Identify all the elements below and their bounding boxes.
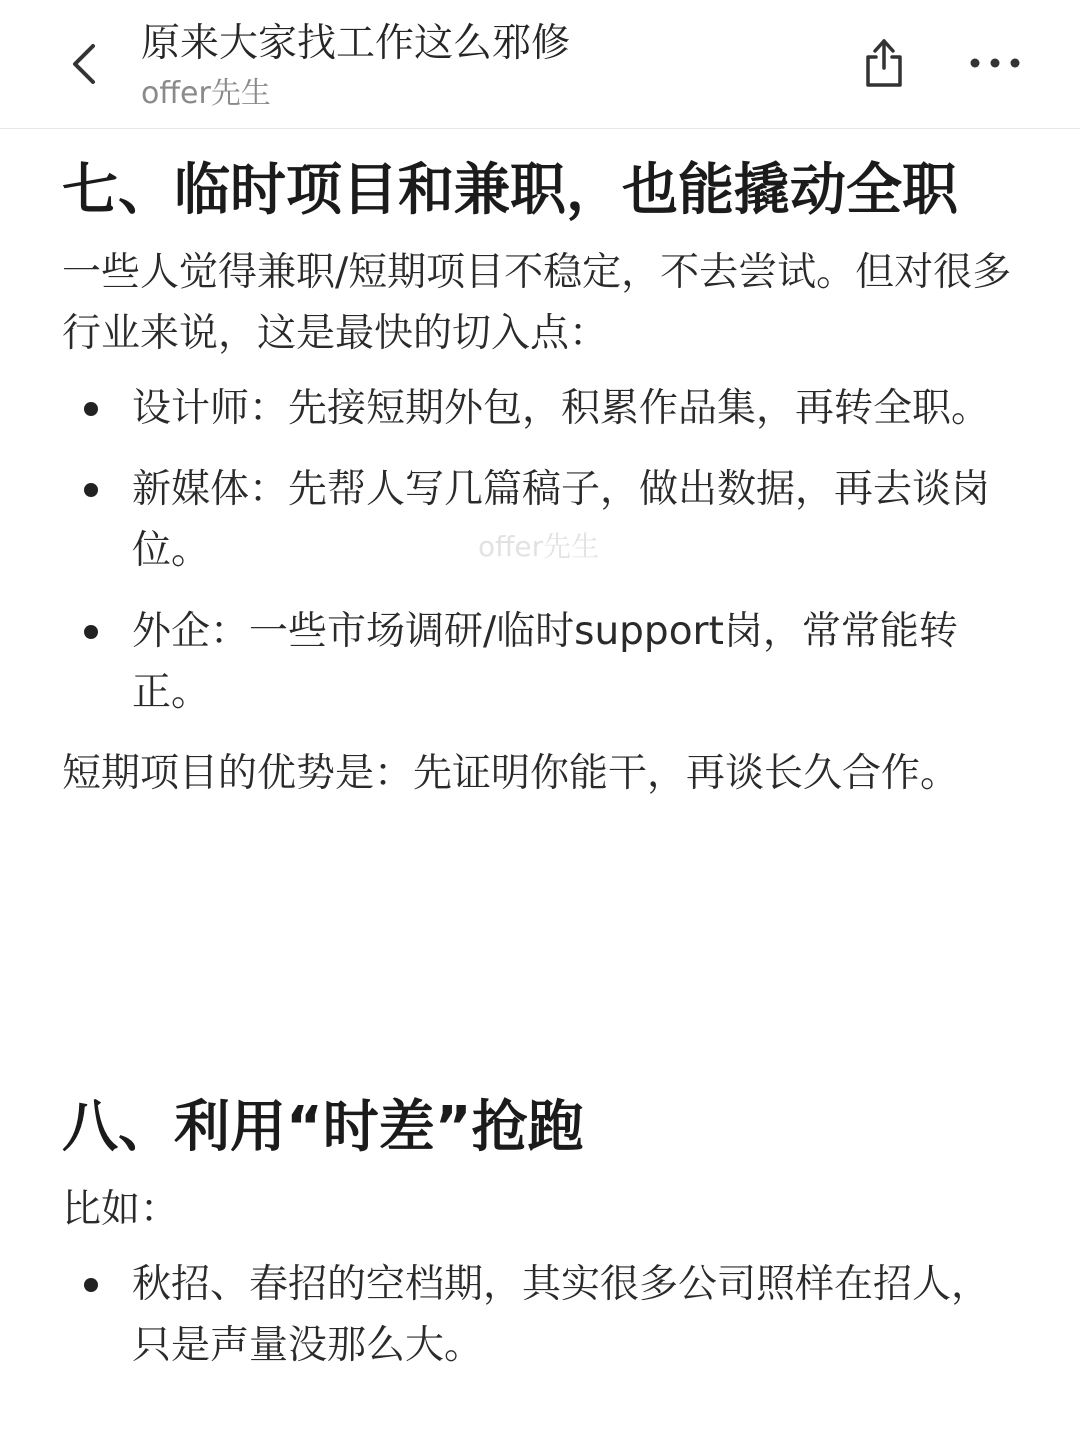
- author-name[interactable]: offer先生: [141, 76, 271, 111]
- bullet-dot: [84, 483, 98, 497]
- share-icon: [862, 35, 906, 89]
- bullet-dot: [84, 1278, 98, 1292]
- more-dots-icon: [969, 57, 1021, 69]
- bullet-dot: [84, 625, 98, 639]
- list-item-text: 设计师：先接短期外包，积累作品集，再转全职。: [132, 386, 991, 431]
- back-button[interactable]: [58, 38, 110, 90]
- share-button[interactable]: [856, 32, 912, 92]
- section-summary: 短期项目的优势是：先证明你能干，再谈长久合作。: [62, 751, 960, 796]
- list-item-text: 外企：一些市场调研/临时support岗，常常能转正。: [132, 609, 958, 715]
- watermark: offer先生: [478, 530, 600, 563]
- list-item: [62, 1254, 1012, 1376]
- article-section-8: [62, 1085, 1022, 1396]
- section-heading: 八、利用“时差”抢跑: [62, 1095, 584, 1160]
- section-intro: 一些人觉得兼职/短期项目不稳定，不去尝试。但对很多行业来说，这是最快的切入点：: [62, 250, 1012, 356]
- bullet-list: [62, 1254, 1022, 1376]
- section-intro: 比如：: [62, 1187, 180, 1232]
- section-heading: 七、临时项目和兼职，也能撬动全职: [62, 158, 958, 223]
- list-item: [62, 601, 1012, 723]
- page-title: 原来大家找工作这么邪修: [141, 21, 571, 66]
- list-item: [62, 459, 1012, 581]
- list-item-text: 秋招、春招的空档期，其实很多公司照样在招人，只是声量没那么大。: [132, 1262, 991, 1368]
- list-item: [62, 378, 1012, 439]
- article-section-7: [62, 148, 1022, 804]
- more-button[interactable]: [964, 40, 1026, 86]
- top-nav-bar: [0, 0, 1080, 129]
- bullet-list: [62, 378, 1022, 723]
- chevron-left-icon: [69, 42, 99, 86]
- title-block: [141, 18, 570, 114]
- list-item-text: 新媒体：先帮人写几篇稿子，做出数据，再去谈岗位。: [132, 467, 991, 573]
- bullet-dot: [84, 402, 98, 416]
